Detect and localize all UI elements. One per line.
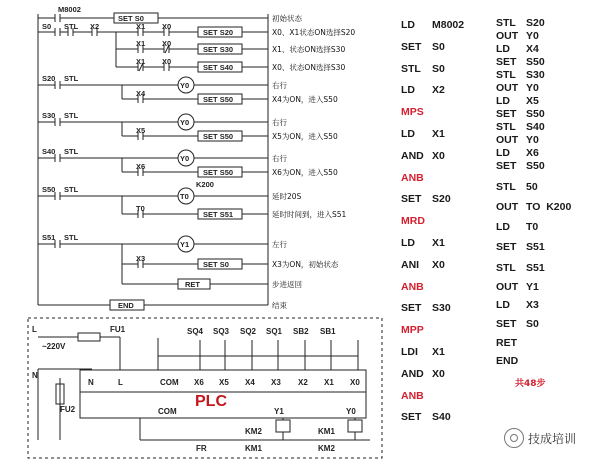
il-arg: X1 bbox=[432, 346, 445, 358]
il2-row bbox=[496, 160, 545, 172]
il2-row bbox=[496, 17, 545, 29]
il2-row bbox=[496, 82, 539, 94]
il-op: SET bbox=[401, 40, 422, 53]
contact-x5: X5 bbox=[136, 126, 146, 135]
il1-row bbox=[401, 150, 445, 162]
il-arg: Y0 bbox=[526, 30, 539, 42]
il-arg: S51 bbox=[526, 262, 545, 274]
contact-x1-c: X1 bbox=[136, 57, 146, 66]
il-op: MRD bbox=[401, 215, 425, 228]
note-x6: X6为ON，进入S50 bbox=[272, 168, 338, 177]
note-s20: X0、X1状态ON选择S20 bbox=[272, 28, 356, 37]
set-coil-s50-b: SET S50 bbox=[203, 132, 234, 141]
stl-s40-tag: STL bbox=[64, 147, 79, 156]
plc-label: PLC bbox=[195, 393, 227, 410]
wire-n: N bbox=[32, 371, 38, 380]
il-op: OUT bbox=[496, 82, 519, 94]
note-ret: 步进返回 bbox=[272, 280, 302, 289]
ret-coil: RET bbox=[185, 280, 200, 289]
note-x5: X5为ON，进入S50 bbox=[272, 132, 338, 141]
coil-t0: T0 bbox=[180, 192, 189, 201]
il-arg: S0 bbox=[432, 40, 445, 53]
il2-row bbox=[496, 181, 538, 193]
in-4: X5 bbox=[219, 378, 229, 387]
sw-5: SB1 bbox=[320, 327, 336, 336]
il2-row bbox=[496, 201, 571, 213]
il2-row bbox=[496, 56, 545, 68]
il1-row bbox=[401, 324, 432, 336]
fuse-fu2: FU2 bbox=[60, 405, 76, 414]
stl-s50-label: S50 bbox=[42, 185, 56, 194]
note-right-c: 右行 bbox=[272, 154, 287, 163]
in-5: X4 bbox=[245, 378, 255, 387]
il-arg: X0 bbox=[432, 258, 445, 271]
il-arg: X0 bbox=[432, 149, 445, 162]
sw-3: SQ1 bbox=[266, 327, 283, 336]
il1-row bbox=[401, 193, 451, 205]
timer-k200: K200 bbox=[196, 180, 214, 189]
il1-row bbox=[401, 106, 432, 118]
il-arg: X4 bbox=[526, 43, 539, 55]
il2-row bbox=[496, 318, 539, 330]
contact-m8002: M8002 bbox=[58, 5, 81, 14]
contact-x0-a: X0 bbox=[162, 22, 172, 31]
coil-y0-c: Y0 bbox=[180, 154, 190, 163]
il1-row bbox=[401, 237, 445, 249]
il-op: SET bbox=[496, 160, 517, 172]
il-arg: X6 bbox=[526, 147, 539, 159]
stl-s50-tag: STL bbox=[64, 185, 79, 194]
il-op: OUT bbox=[496, 281, 519, 293]
il-op: RET bbox=[496, 337, 517, 349]
in-7: X2 bbox=[298, 378, 308, 387]
note-right-a: 右行 bbox=[272, 81, 287, 90]
il-op: SET bbox=[496, 318, 517, 330]
set-coil-s50-c: SET S50 bbox=[203, 168, 234, 177]
in-3: X6 bbox=[194, 378, 204, 387]
il1-row bbox=[401, 41, 445, 53]
contact-x0-b: X0 bbox=[162, 39, 172, 48]
il1-row bbox=[401, 215, 432, 227]
il-op: OUT bbox=[496, 30, 519, 42]
km2-coil: KM2 bbox=[318, 444, 335, 453]
il-arg: Y0 bbox=[526, 134, 539, 146]
km1-coil: KM1 bbox=[245, 444, 262, 453]
il-arg: S30 bbox=[432, 302, 451, 315]
il-op: LD bbox=[496, 299, 510, 311]
il2-row bbox=[496, 43, 539, 55]
il-arg: S50 bbox=[526, 160, 545, 172]
il-arg: S30 bbox=[526, 69, 545, 81]
contact-x6: X6 bbox=[136, 162, 146, 171]
coil-y0-b: Y0 bbox=[180, 118, 190, 127]
il-op: LD bbox=[401, 84, 415, 97]
il-arg: S51 bbox=[526, 241, 545, 253]
il-op: ANB bbox=[401, 280, 424, 293]
sw-2: SQ2 bbox=[240, 327, 257, 336]
note-delay: 延时20S bbox=[272, 192, 302, 201]
plc-com: COM bbox=[158, 407, 177, 416]
il-arg: S0 bbox=[432, 62, 445, 75]
il-arg: X1 bbox=[432, 237, 445, 249]
il-op: STL bbox=[401, 62, 421, 75]
contact-x0-c: X0 bbox=[162, 57, 172, 66]
il-op: LD bbox=[496, 43, 510, 55]
note-left: 左行 bbox=[272, 240, 287, 249]
il-arg: T0 bbox=[526, 221, 539, 233]
il2-row bbox=[496, 121, 545, 133]
note-init: 初始状态 bbox=[272, 14, 302, 23]
fuse-fu1: FU1 bbox=[110, 325, 126, 334]
coil-y0-a: Y0 bbox=[180, 81, 190, 90]
il-op: ANB bbox=[401, 389, 424, 402]
il2-row bbox=[496, 147, 539, 159]
km1-contact: KM1 bbox=[318, 427, 335, 436]
il-op: STL bbox=[496, 17, 516, 29]
contact-x1-a: X1 bbox=[136, 22, 146, 31]
il2-row bbox=[496, 69, 545, 81]
wechat-icon bbox=[504, 428, 524, 448]
note-end: 结束 bbox=[272, 301, 287, 310]
stl-s51-tag: STL bbox=[64, 233, 79, 242]
il-op: MPP bbox=[401, 324, 424, 337]
contact-x1-b: X1 bbox=[136, 39, 146, 48]
il1-row bbox=[401, 172, 432, 184]
contact-x4: X4 bbox=[136, 89, 146, 98]
il-op: SET bbox=[401, 411, 422, 424]
stl-s40-label: S40 bbox=[42, 147, 56, 156]
il-op: LD bbox=[496, 221, 510, 233]
wire-voltage: ~220V bbox=[42, 342, 66, 351]
il1-row bbox=[401, 346, 445, 358]
il-op: SET bbox=[401, 302, 422, 315]
in-0: N bbox=[88, 378, 94, 387]
stl-s30-label: S30 bbox=[42, 111, 56, 120]
set-coil-s50-a: SET S50 bbox=[203, 95, 234, 104]
il-arg: 50 bbox=[526, 181, 538, 193]
wire-l: L bbox=[32, 325, 37, 334]
il1-row bbox=[401, 128, 445, 140]
il-arg: S40 bbox=[432, 411, 451, 424]
il2-row bbox=[496, 95, 539, 107]
sw-1: SQ3 bbox=[213, 327, 230, 336]
il-arg: S0 bbox=[526, 318, 539, 330]
il-arg: S20 bbox=[526, 17, 545, 29]
il-arg: S50 bbox=[526, 108, 545, 120]
coil-y1: Y1 bbox=[180, 240, 190, 249]
il1-row bbox=[401, 259, 445, 271]
il2-row bbox=[496, 134, 539, 146]
il-arg: X0 bbox=[432, 367, 445, 380]
in-9: X0 bbox=[350, 378, 360, 387]
il2-row bbox=[496, 221, 538, 233]
stl-s20-tag: STL bbox=[64, 74, 79, 83]
il2-row bbox=[496, 108, 545, 120]
il2-row bbox=[496, 262, 545, 274]
il1-row bbox=[401, 19, 464, 31]
sw-4: SB2 bbox=[293, 327, 309, 336]
note-t0: 延时时间到，进入S51 bbox=[272, 210, 347, 219]
il-op: STL bbox=[496, 262, 516, 274]
set-coil-s0: SET S0 bbox=[118, 14, 144, 23]
km2-contact: KM2 bbox=[245, 427, 262, 436]
il-op: SET bbox=[496, 241, 517, 253]
set-coil-s40: SET S40 bbox=[203, 63, 234, 72]
set-coil-s30: SET S30 bbox=[203, 45, 234, 54]
il1-row bbox=[401, 63, 445, 75]
il-arg: M8002 bbox=[432, 19, 465, 31]
il2-row bbox=[496, 337, 526, 349]
il1-row bbox=[401, 390, 432, 402]
in-2: COM bbox=[160, 378, 179, 387]
il2-row bbox=[496, 355, 526, 367]
il-op: SET bbox=[401, 193, 422, 206]
il-op: OUT bbox=[496, 134, 519, 146]
fr-relay: FR bbox=[196, 444, 207, 453]
il-arg: TO K200 bbox=[526, 201, 572, 213]
il-op: LD bbox=[496, 95, 510, 107]
set-coil-s0-b: SET S0 bbox=[203, 260, 229, 269]
in-8: X1 bbox=[324, 378, 334, 387]
il2-row bbox=[496, 30, 539, 42]
switch-labels bbox=[187, 327, 336, 336]
end-coil: END bbox=[118, 301, 134, 310]
il-arg: X2 bbox=[432, 84, 445, 97]
il-op: ANB bbox=[401, 171, 424, 184]
watermark bbox=[504, 425, 596, 451]
il-arg: Y1 bbox=[526, 281, 539, 293]
set-coil-s20: SET S20 bbox=[203, 28, 234, 37]
in-1: L bbox=[118, 378, 123, 387]
il1-row bbox=[401, 281, 432, 293]
il-arg: S20 bbox=[432, 193, 451, 206]
stl-s0-tag: STL bbox=[64, 22, 79, 31]
il1-row bbox=[401, 368, 445, 380]
note-x4: X4为ON，进入S50 bbox=[272, 95, 338, 104]
il-arg: X1 bbox=[432, 128, 445, 140]
watermark-text: 技成培训 bbox=[528, 431, 577, 446]
il-arg: S40 bbox=[526, 121, 545, 133]
il-arg: X3 bbox=[526, 299, 539, 311]
il-op: MPS bbox=[401, 106, 424, 119]
note-s40: X0、状态ON选择S30 bbox=[272, 63, 346, 72]
plc-y0: Y0 bbox=[346, 407, 356, 416]
il-arg: Y0 bbox=[526, 82, 539, 94]
il-arg: X5 bbox=[526, 95, 539, 107]
stl-s51-label: S51 bbox=[42, 233, 56, 242]
il-op: STL bbox=[496, 69, 516, 81]
note-right-b: 右行 bbox=[272, 118, 287, 127]
plc-y1: Y1 bbox=[274, 407, 284, 416]
il-op: SET bbox=[496, 108, 517, 120]
stl-s30-tag: STL bbox=[64, 111, 79, 120]
il-op: AND bbox=[401, 367, 424, 380]
sw-0: SQ4 bbox=[187, 327, 204, 336]
stl-s0-label: S0 bbox=[42, 22, 52, 31]
set-coil-s51: SET S51 bbox=[203, 210, 234, 219]
il2-row bbox=[496, 299, 539, 311]
il2-row bbox=[496, 241, 545, 253]
il1-row bbox=[401, 411, 451, 423]
il-op: STL bbox=[496, 121, 516, 133]
contact-x3: X3 bbox=[136, 254, 146, 263]
plc-input-terminals bbox=[88, 378, 360, 387]
in-6: X3 bbox=[271, 378, 281, 387]
il-arg: S50 bbox=[526, 56, 545, 68]
il-op: SET bbox=[496, 56, 517, 68]
il2-row bbox=[496, 281, 539, 293]
note-s30: X1、状态ON选择S30 bbox=[272, 45, 346, 54]
il-op: END bbox=[496, 355, 519, 367]
il-op: LD bbox=[496, 147, 510, 159]
contact-x2: X2 bbox=[90, 22, 100, 31]
il-op: LD bbox=[401, 128, 415, 140]
il1-row bbox=[401, 84, 445, 96]
note-x3: X3为ON，初始状态 bbox=[272, 260, 339, 269]
stl-s20-label: S20 bbox=[42, 74, 56, 83]
il-op: OUT bbox=[496, 201, 519, 213]
il-op: STL bbox=[496, 181, 516, 193]
il-op: ANI bbox=[401, 258, 420, 271]
contact-t0: T0 bbox=[136, 204, 145, 213]
il-op: AND bbox=[401, 149, 424, 162]
il1-row bbox=[401, 302, 451, 314]
il-op: LDI bbox=[401, 346, 418, 358]
total-steps: 共48步 bbox=[515, 379, 546, 389]
il-op: LD bbox=[401, 19, 415, 31]
il-op: LD bbox=[401, 237, 415, 249]
